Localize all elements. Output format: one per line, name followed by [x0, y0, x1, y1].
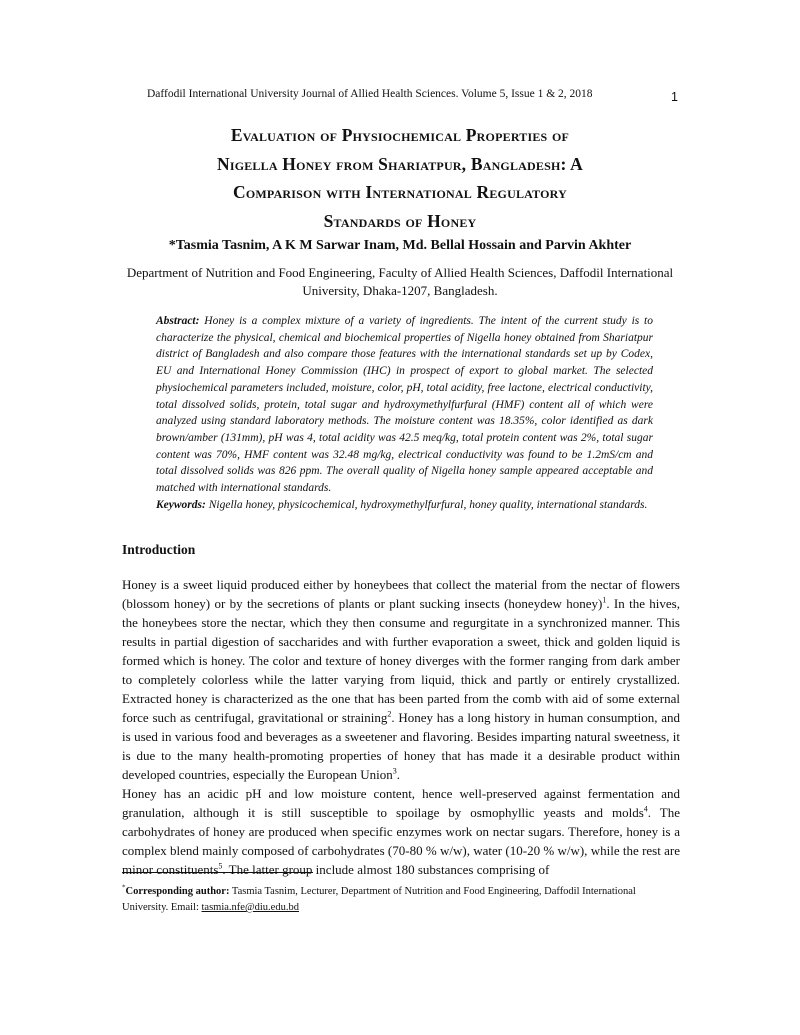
affiliation: Department of Nutrition and Food Engineering, Faculty of Allied Health Sciences, Daffodil International University, Dhaka-1207, Bangladesh.: [126, 265, 674, 298]
section-heading-introduction: Introduction: [122, 542, 196, 557]
keywords-label: Keywords:: [156, 498, 206, 511]
citation-ref: 4: [643, 804, 648, 814]
introduction-body: [122, 575, 680, 879]
body-text: . The carbohydrates of honey are produced when specific enzymes work on nectar sugars. Therefore, honey is a complex blend mainly composed of carbohydrates (70-80 % w/w), water (10-20 % w/w), while the rest are minor constituents: [122, 805, 680, 877]
paper-title: [100, 121, 700, 235]
title-line: Comparison with International Regulatory: [233, 182, 567, 202]
citation-ref: 3: [392, 766, 397, 776]
citation-ref: 5: [218, 861, 223, 871]
email-link[interactable]: tasmia.nfe@diu.edu.bd: [201, 902, 299, 913]
citation-ref: 2: [387, 709, 392, 719]
abstract-paragraph: [156, 313, 653, 497]
abstract-text: Honey is a complex mixture of a variety of ingredients. The intent of the current study is to characterize the physical, chemical and biochemical properties of Nigella honey obtained from Shariatpur district of Bangladesh and also compare those features with the international standards set up by Codex, EU and International Honey Commission (IHC) in prospect of export to global market. The selected physiochemical parameters included, moisture, color, pH, total acidity, free lactone, electrical conductivity, total dissolved solids, protein, total sugar and hydroxymethylfurfural (HMF) content all of which were analyzed using standard laboratory methods. The moisture content was 18.35%, color identified as dark brown/amber (131mm), pH was 4, total acidity was 42.5 meq/kg, total protein content was 2%, total sugar content was 70%, HMF content was 32.48 mg/kg, electrical conductivity was found to be 1.2mS/cm and total dissolved solids was 826 ppm. The overall quality of Nigella honey sample appeared acceptable and matched with international standards.: [156, 315, 653, 495]
keywords-paragraph: [156, 497, 653, 514]
body-text: Honey has an acidic pH and low moisture content, hence well-preserved against fermentation and granulation, although it is still susceptible to spoilage by osmophyllic yeasts and molds: [122, 786, 680, 820]
citation-ref: 1: [602, 595, 607, 605]
body-paragraph: [122, 784, 680, 879]
body-text: . The latter group include almost 180 substances comprising of: [222, 862, 550, 877]
keywords-text: Nigella honey, physicochemical, hydroxymethylfurfural, honey quality, international standards.: [205, 498, 648, 511]
footnote-text: Tasmia Tasnim, Lecturer, Department of Nutrition and Food Engineering, Daffodil International University. Email:: [122, 886, 636, 913]
footnote-mark: *: [122, 883, 126, 892]
title-line: Standards of Honey: [323, 210, 477, 231]
abstract-block: [156, 313, 653, 513]
footnote-divider: [122, 872, 313, 873]
abstract-label: Abstract:: [156, 315, 200, 327]
body-paragraph: [122, 575, 680, 784]
corresponding-author-footnote: [122, 884, 680, 916]
journal-citation: Daffodil International University Journal of Allied Health Sciences. Volume 5, Issue 1 & 2, 2018: [147, 88, 593, 100]
page-number: 1: [671, 90, 678, 104]
body-text: . In the hives, the honeybees store the nectar, which they then consume and regurgitate in a synchronized manner. This results in partial digestion of saccharides and with further evaporation a sweet, thick and golden liquid is formed which is honey. The color and texture of honey diverges with the former ranging from dark amber to completely colorless while the latter varying from liquid, thick and partly or entirely crystallized. Extracted honey is characterized as the one that has been parted from the comb with aid of some external force such as centrifugal, gravitational or straining: [122, 596, 680, 725]
body-text: . Honey has a long history in human consumption, and is used in various food and beverages as a sweetener and flavoring. Besides imparting natural sweetness, it is due to the many health-promoting properties of honey that has made it a desirable product within developed countries, especially the European Union: [122, 710, 680, 782]
title-line: Nigella Honey from Shariatpur, Bangladesh: A: [216, 153, 583, 174]
footnote-label: Corresponding author:: [125, 886, 230, 897]
title-line: Evaluation of Physiochemical Properties of: [230, 125, 570, 145]
body-text: Honey is a sweet liquid produced either by honeybees that collect the material from the nectar of flowers (blossom honey) or by the secretions of plants or plant sucking insects (honeydew honey): [122, 577, 680, 611]
body-text: .: [396, 767, 400, 782]
author-list: *Tasmia Tasnim, A K M Sarwar Inam, Md. Bellal Hossain and Parvin Akhter: [168, 238, 632, 253]
